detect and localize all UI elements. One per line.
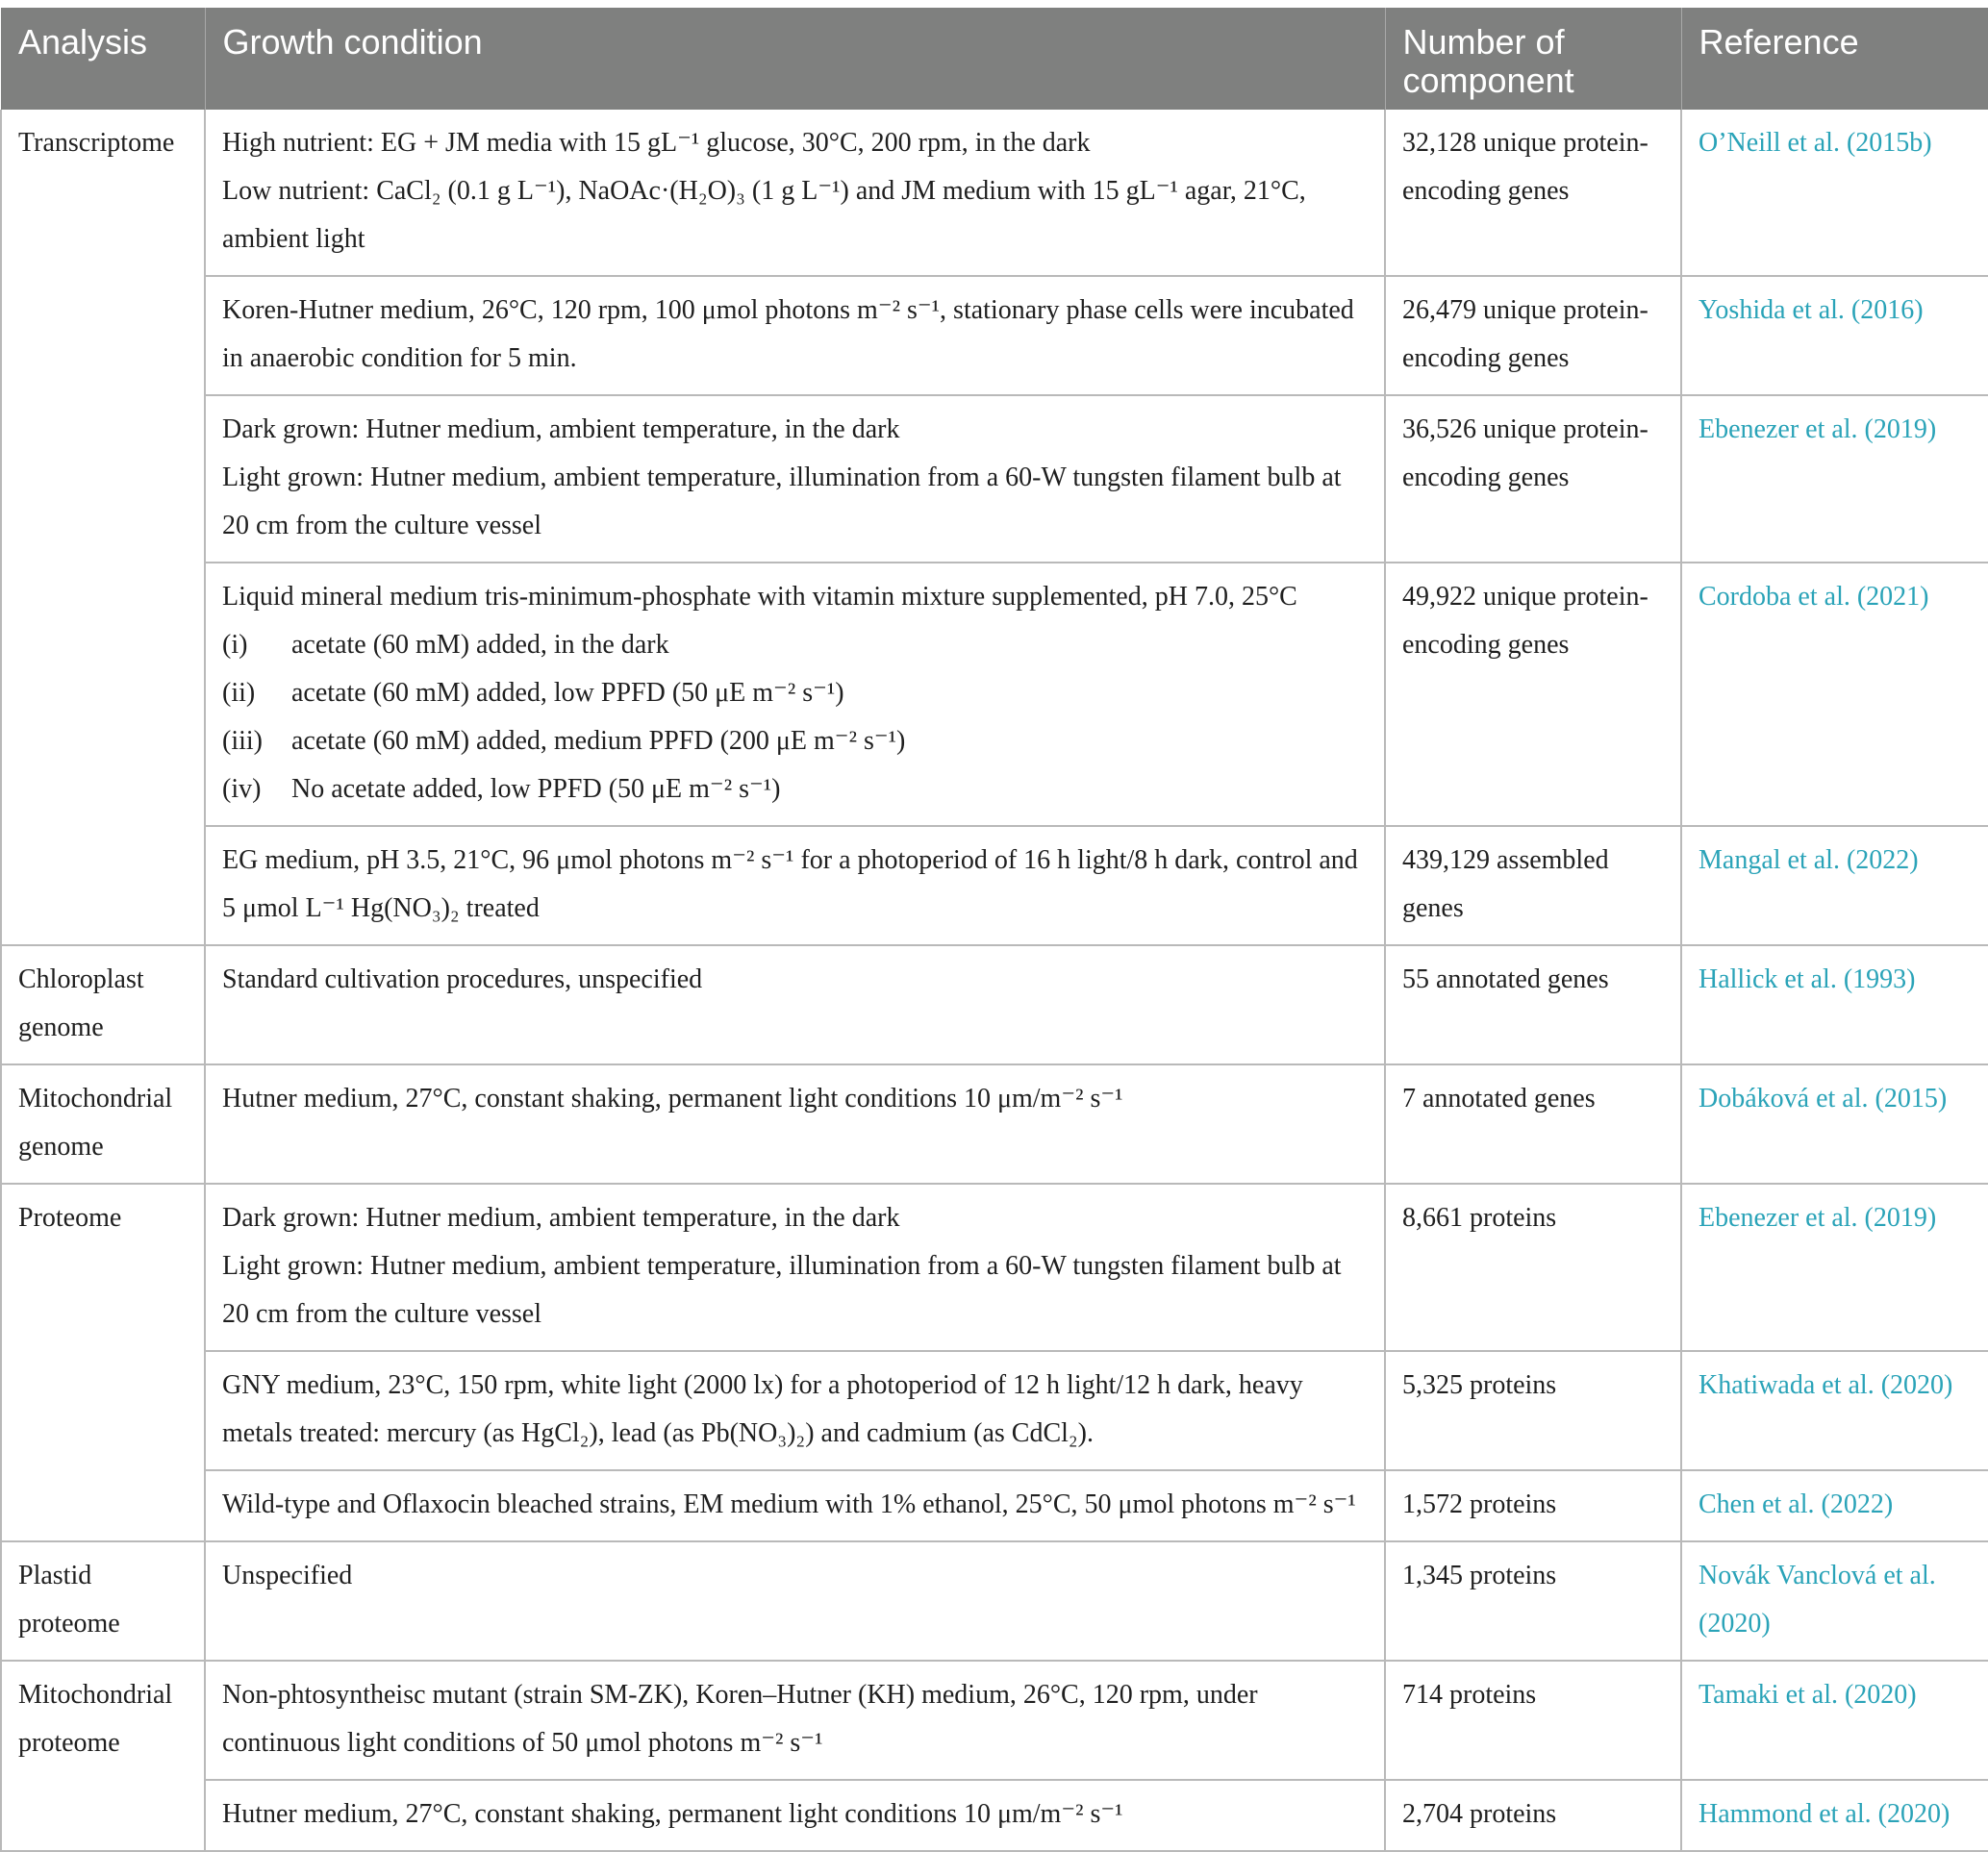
growth-condition-cell: [205, 1661, 1385, 1780]
number-cell: 32,128 unique protein-encoding genes: [1385, 110, 1681, 276]
number-cell: 55 annotated genes: [1385, 945, 1681, 1064]
number-cell: 2,704 proteins: [1385, 1780, 1681, 1851]
growth-line: GNY medium, 23°C, 150 rpm, white light (2000 lx) for a photoperiod of 12 h light/12 h dark, heavy metals treated: mercury (as HgCl₂), lead (as Pb(NO₃)₂) and cadmium (as CdCl₂).: [222, 1370, 1303, 1448]
table-row: [1, 1661, 1988, 1780]
table-row: [1, 1780, 1988, 1851]
list-item-text: No acetate added, low PPFD (50 μE m⁻² s⁻¹): [291, 774, 781, 804]
growth-line: Low nutrient: CaCl₂ (0.1 g L⁻¹), NaOAc·(H₂O)₃ (1 g L⁻¹) and JM medium with 15 gL⁻¹ agar, 21°C, ambient light: [222, 176, 1306, 254]
growth-condition-cell: [205, 1184, 1385, 1351]
growth-line: Hutner medium, 27°C, constant shaking, permanent light conditions 10 μm/m⁻² s⁻¹: [222, 1799, 1123, 1829]
reference-link[interactable]: Cordoba et al. (2021): [1681, 563, 1988, 826]
growth-condition-cell: [205, 1541, 1385, 1661]
list-item-text: acetate (60 mM) added, medium PPFD (200 μE m⁻² s⁻¹): [291, 726, 906, 756]
list-item-text: acetate (60 mM) added, low PPFD (50 μE m⁻² s⁻¹): [291, 678, 844, 708]
analysis-cell: Chloroplast genome: [1, 945, 205, 1064]
reference-link[interactable]: Mangal et al. (2022): [1681, 826, 1988, 945]
growth-condition-cell: [205, 1780, 1385, 1851]
growth-condition-cell: [205, 395, 1385, 563]
reference-link[interactable]: Dobáková et al. (2015): [1681, 1064, 1988, 1184]
reference-link[interactable]: Hallick et al. (1993): [1681, 945, 1988, 1064]
growth-line: High nutrient: EG + JM media with 15 gL⁻¹ glucose, 30°C, 200 rpm, in the dark: [222, 128, 1091, 158]
reference-link[interactable]: Khatiwada et al. (2020): [1681, 1351, 1988, 1470]
table-row: [1, 945, 1988, 1064]
table-row: [1, 826, 1988, 945]
header-analysis: Analysis: [1, 8, 205, 110]
growth-line: EG medium, pH 3.5, 21°C, 96 μmol photons m⁻² s⁻¹ for a photoperiod of 16 h light/8 h dark, control and 5 μmol L⁻¹ Hg(NO₃)₂ treated: [222, 845, 1358, 923]
analysis-cell: Mitochondrial proteome: [1, 1661, 205, 1851]
growth-condition-cell: [205, 563, 1385, 826]
growth-list-item: [222, 669, 1368, 717]
header-reference: Reference: [1681, 8, 1988, 110]
table-row: [1, 110, 1988, 276]
table-row: [1, 563, 1988, 826]
growth-line: Hutner medium, 27°C, constant shaking, permanent light conditions 10 μm/m⁻² s⁻¹: [222, 1084, 1123, 1114]
table-row: [1, 1351, 1988, 1470]
list-item-number: (iii): [222, 726, 263, 756]
reference-link[interactable]: Novák Vanclová et al. (2020): [1681, 1541, 1988, 1661]
analysis-cell: Proteome: [1, 1184, 205, 1541]
analysis-cell: Plastid proteome: [1, 1541, 205, 1661]
reference-link[interactable]: Ebenezer et al. (2019): [1681, 395, 1988, 563]
reference-link[interactable]: Tamaki et al. (2020): [1681, 1661, 1988, 1780]
growth-condition-cell: [205, 1470, 1385, 1541]
growth-condition-cell: [205, 276, 1385, 395]
number-cell: 49,922 unique protein-encoding genes: [1385, 563, 1681, 826]
number-cell: 7 annotated genes: [1385, 1064, 1681, 1184]
table-row: [1, 1064, 1988, 1184]
number-cell: 714 proteins: [1385, 1661, 1681, 1780]
analysis-cell: Mitochondrial genome: [1, 1064, 205, 1184]
number-cell: 439,129 assembled genes: [1385, 826, 1681, 945]
number-cell: 26,479 unique protein-encoding genes: [1385, 276, 1681, 395]
growth-line: Liquid mineral medium tris-minimum-phosphate with vitamin mixture supplemented, pH 7.0, 25°C: [222, 582, 1297, 612]
growth-condition-cell: [205, 1064, 1385, 1184]
list-item-number: (iv): [222, 774, 262, 804]
reference-link[interactable]: Yoshida et al. (2016): [1681, 276, 1988, 395]
growth-condition-cell: [205, 826, 1385, 945]
table-row: [1, 276, 1988, 395]
growth-line: Koren-Hutner medium, 26°C, 120 rpm, 100 μmol photons m⁻² s⁻¹, stationary phase cells were incubated in anaerobic condition for 5 min.: [222, 295, 1354, 373]
growth-line: Light grown: Hutner medium, ambient temperature, illumination from a 60-W tungsten filament bulb at 20 cm from the culture vessel: [222, 1251, 1342, 1329]
growth-line: Wild-type and Oflaxocin bleached strains, EM medium with 1% ethanol, 25°C, 50 μmol photons m⁻² s⁻¹: [222, 1489, 1356, 1519]
growth-line: Standard cultivation procedures, unspecified: [222, 964, 703, 994]
header-growth-condition: Growth condition: [205, 8, 1385, 110]
table-row: [1, 1184, 1988, 1351]
table-row: [1, 395, 1988, 563]
growth-line: Dark grown: Hutner medium, ambient temperature, in the dark: [222, 414, 900, 444]
table-row: [1, 1470, 1988, 1541]
growth-line: Unspecified: [222, 1561, 353, 1590]
growth-condition-cell: [205, 1351, 1385, 1470]
number-cell: 8,661 proteins: [1385, 1184, 1681, 1351]
growth-list-item: [222, 717, 1368, 765]
growth-line: Light grown: Hutner medium, ambient temperature, illumination from a 60-W tungsten filament bulb at 20 cm from the culture vessel: [222, 463, 1342, 540]
list-item-text: acetate (60 mM) added, in the dark: [291, 630, 669, 660]
reference-link[interactable]: Hammond et al. (2020): [1681, 1780, 1988, 1851]
number-cell: 1,345 proteins: [1385, 1541, 1681, 1661]
growth-condition-cell: [205, 945, 1385, 1064]
number-cell: 1,572 proteins: [1385, 1470, 1681, 1541]
header-number-of-component: Number of component: [1385, 8, 1681, 110]
growth-list-item: [222, 621, 1368, 669]
table-row: [1, 1541, 1988, 1661]
reference-link[interactable]: Ebenezer et al. (2019): [1681, 1184, 1988, 1351]
reference-link[interactable]: Chen et al. (2022): [1681, 1470, 1988, 1541]
table-body: [1, 110, 1988, 1851]
number-cell: 5,325 proteins: [1385, 1351, 1681, 1470]
table-header: [1, 8, 1988, 110]
omics-data-table: [0, 8, 1988, 1852]
growth-line: Dark grown: Hutner medium, ambient temperature, in the dark: [222, 1203, 900, 1233]
number-cell: 36,526 unique protein-encoding genes: [1385, 395, 1681, 563]
analysis-cell: Transcriptome: [1, 110, 205, 945]
list-item-number: (ii): [222, 678, 256, 708]
reference-link[interactable]: O’Neill et al. (2015b): [1681, 110, 1988, 276]
growth-list-item: [222, 765, 1368, 813]
growth-line: Non-phtosyntheisc mutant (strain SM-ZK), Koren–Hutner (KH) medium, 26°C, 120 rpm, under continuous light conditions of 50 μmol photons m⁻² s⁻¹: [222, 1680, 1258, 1758]
list-item-number: (i): [222, 630, 248, 660]
growth-condition-cell: [205, 110, 1385, 276]
